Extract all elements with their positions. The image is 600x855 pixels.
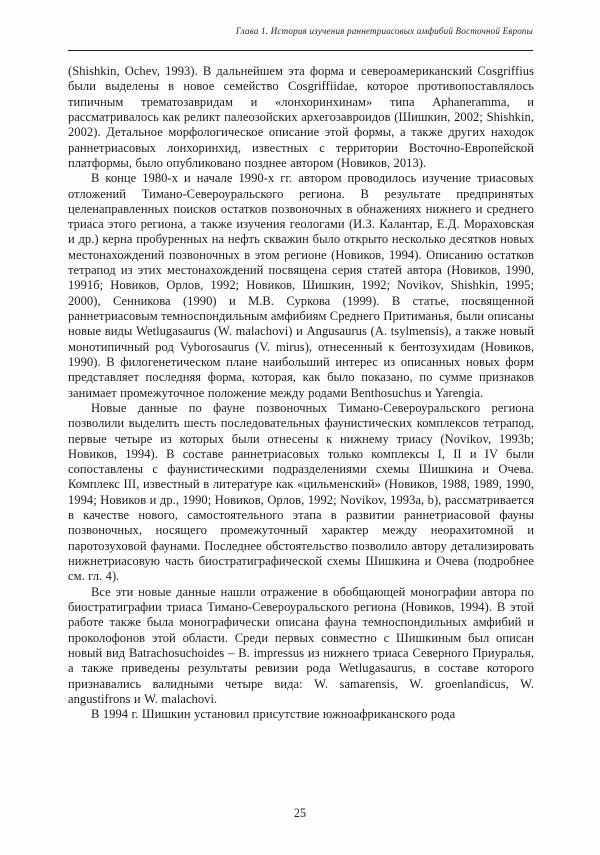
running-header: Глава 1. История изучения раннетриасовых амфибий Восточной Европы: [235, 26, 533, 36]
body-text-block: [68, 64, 534, 722]
paragraph: В 1994 г. Шишкин установил присутствие южноафриканского рода: [91, 707, 456, 722]
page-number: 25: [293, 806, 307, 820]
paragraph: Все эти новые данные нашли отражение в обобщающей монографии автора по биостратиграфии триаса Тимано-Североуральского региона (Новиков, 1994). В этой работе также была монографически описана фауна темноспондильных амфибий и проколофонов этой области. Среди первых совместно с Шишкиным был описан новый вид Batrachosuchoides – B. impressus из нижнего триаса Северного Приуралья, а также приведены результаты ревизии рода Wetlugasaurus, в составе которого признавались валидными четыре вида: W. samarensis, W. groenlandicus, W. angustifrons и W. malachovi.: [68, 584, 534, 706]
paragraph: В конце 1980-х и начале 1990-х гг. автором проводилось изучение триасовых отложений Тимано-Североуральского региона. В результате предпринятых целенаправленных поисков остатков позвоночных в обнажениях нижнего и среднего триаса этого региона, а также изучения геологами (И.З. Калантар, Е.Д. Мораховская и др.) керна пробуренных на нефть скважин было открыто несколько десятков новых местонахождений позвоночных в этом регионе (Новиков, 1994). Описанию остатков тетрапод из этих местонахождений посвящена серия статей автора (Новиков, 1990, 1991б; Новиков, Орлов, 1992; Новиков, Шишкин, 1992; Novikov, Shishkin, 1995; 2000), Сенникова (1990) и М.В. Суркова (1999). В статье, посвященной раннетриасовым темноспондильным амфибиям Среднего Притиманья, были описаны новые виды Wetlugasaurus (W. malachovi) и Angusaurus (A. tsylmensis), а также новый монотипичный род Vyborosaurus (V. mirus), отнесенный к бентозухидам (Новиков, 1990). В филогенетическом плане наибольший интерес из описанных новых форм представляет последняя форма, которая, как было показано, по сумме признаков занимает промежуточное положение между родами Benthosuchus и Yarengia.: [68, 171, 534, 400]
paragraph: (Shishkin, Ochev, 1993). В дальнейшем эта форма и североамериканский Cosgriffius были выделены в новое семейство Cosgriffiidae, которое противопоставлялось типичным трематозавридам и «лонхоринхинам» типа Aphaneramma, и рассматривалось как реликт палеозойских архегозавроидов (Шишкин, 2002; Shishkin, 2002). Детальное морфологическое описание этой формы, а также других находок раннетриасовых лонхоринхид, известных с территории Восточно-Европейской платформы, было опубликовано позднее автором (Новиков, 2013).: [68, 64, 534, 170]
header-divider-rule: [68, 50, 533, 51]
paragraph: Новые данные по фауне позвоночных Тимано-Североуральского региона позволили выделить шесть последовательных фаунистических комплексов тетрапод, первые четыре из которых были отнесены к нижнему триасу (Novikov, 1993b; Новиков, 1994). В составе раннетриасовых только комплексы I, II и IV были сопоставлены с фаунистическими подразделениями схемы Шишкина и Очева. Комплекс III, известный в литературе как «цильменский» (Новиков, 1988, 1989, 1990, 1994; Новиков и др., 1990; Новиков, Орлов, 1992; Novikov, 1993a, b), рассматривается в качестве нового, самостоятельного этапа в развитии раннетриасовой фауны позвоночных, носящего промежуточный характер между неорахитомной и паротозуховой фаунами. Последнее обстоятельство позволило автору детализировать нижнетриасовую часть биостратиграфической схемы Шишкина и Очева (подробнее см. гл. 4).: [68, 400, 534, 584]
